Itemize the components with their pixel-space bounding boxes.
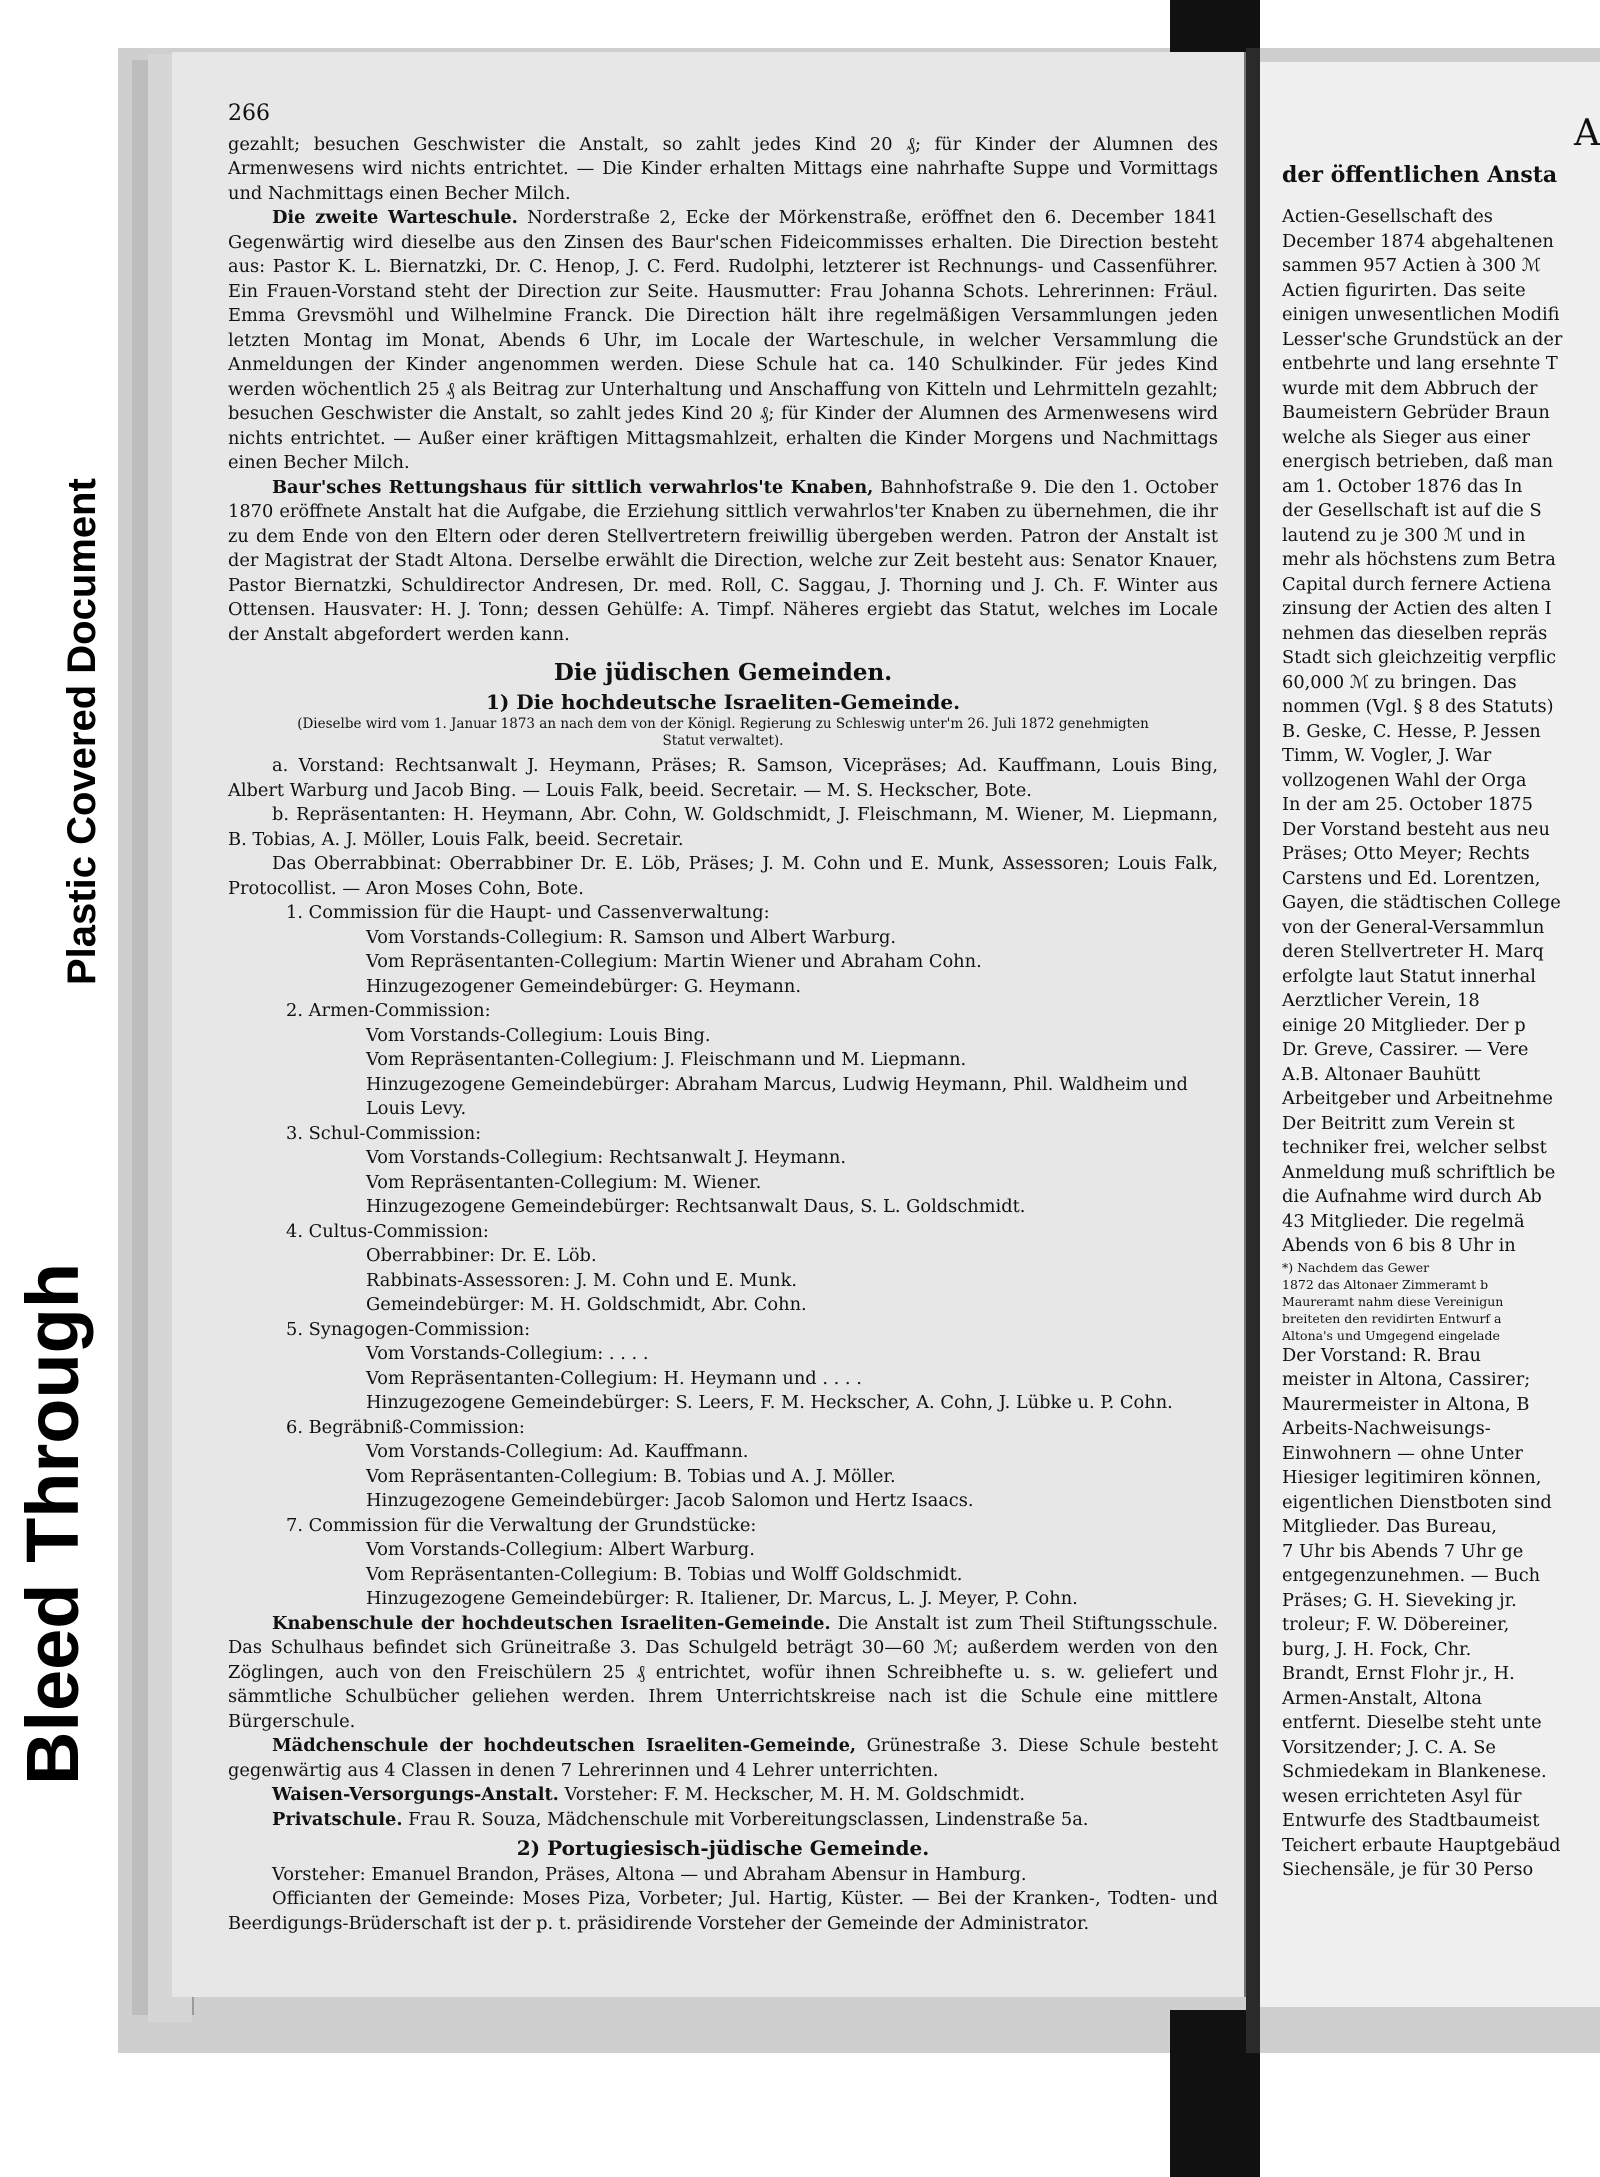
commission-list — [228, 901, 1218, 1612]
knabenschule-paragraph — [228, 1612, 1218, 1735]
bleed-through-label: Bleed Through — [11, 1262, 94, 1785]
commission-member-row: Vom Vorstands-Collegium: Louis Bing. — [366, 1024, 711, 1046]
right-page-line: Altona's und Umgegend eingelade — [1282, 1327, 1500, 1343]
right-page-line: Der Vorstand besteht aus neu — [1282, 818, 1550, 840]
commission-member-row: Vom Repräsentanten-Collegium: M. Wiener. — [366, 1171, 762, 1193]
right-page-line: Stadt sich gleichzeitig verpflic — [1282, 647, 1557, 668]
left-page — [172, 52, 1246, 1997]
right-page-line: energisch betrieben, daß man — [1282, 451, 1554, 472]
commission-member-row: Vom Vorstands-Collegium: . . . . — [366, 1343, 649, 1364]
right-page-line: Dr. Greve, Cassirer. — Vere — [1282, 1039, 1529, 1060]
right-page-line: Schmiedekam in Blankenese. — [1282, 1761, 1547, 1782]
right-page-line: Actien-Gesellschaft des — [1282, 206, 1493, 227]
commission-member-row: Hinzugezogene Gemeindebürger: Rechtsanwalt Daus, S. L. Goldschmidt. — [366, 1196, 1026, 1217]
commission-item — [286, 901, 1218, 999]
right-page-line: entgegenzunehmen. — Buch — [1282, 1565, 1541, 1586]
right-page-line: Der Vorstand: R. Brau — [1282, 1344, 1482, 1366]
commission-member-row: Vom Vorstands-Collegium: Ad. Kauffmann. — [366, 1441, 749, 1462]
right-page-line: Armen-Anstalt, Altona — [1282, 1687, 1482, 1709]
right-page-line: B. Geske, C. Hesse, P. Jessen — [1282, 720, 1541, 742]
right-page-line: am 1. October 1876 das In — [1282, 475, 1523, 497]
warteschule-text: Norderstraße 2, Ecke der Mörkenstraße, eröffnet den 6. December 1841 Gegenwärtig wird dieselbe aus den Zinsen des Baur'schen Fideicommisses erhalten. Die Direction besteht aus: Pastor K. L. Biernatzki, Dr. C. Henop, J. C. Ferd. Rudolphi, letzterer ist Rechnungs- und Cassenführer. Ein Frauen-Vorstand steht der Direction zur Seite. Hausmutter: Frau Johanna Schots. Lehrerinnen: Fräul. Emma Grevsmöhl und Wilhelmine Franck. Die Direction hält ihre regelmäßigen Versammlungen jeden letzten Montag im Monat, Abends 6 Uhr, im Locale der Warteschule, in welcher Versammlung die Anmeldungen der Kinder angenommen werden. Diese Schule hat ca. 140 Schulkinder. Für jedes Kind werden wöchentlich 25 ₰ als Beitrag zur Unterhaltung und Anschaffung von Kitteln und Lehrmitteln gezahlt; besuchen Geschwister die Anstalt, so zahlt jedes Kind 20 ₰; für Kinder der Alumnen des Armenwesens wird nichts entrichtet. — Außer einer kräftigen Mittagsmahlzeit, erhalten die Kinder Morgens und Nachmittags einen Becher Milch. — [228, 207, 1218, 473]
right-page-line: die Aufnahme wird durch Ab — [1282, 1186, 1542, 1207]
commission-item — [286, 999, 1218, 1122]
right-page-line: welche als Sieger aus einer — [1282, 426, 1531, 448]
commission-title: 6. Begräbniß-Commission: — [286, 1416, 525, 1438]
right-page-line: Teichert erbaute Hauptgebäud — [1282, 1834, 1561, 1856]
book-gutter — [1246, 48, 1260, 2053]
right-page-line: breiteten den revidirten Entwurf a — [1282, 1310, 1502, 1326]
commission-item — [286, 1416, 1218, 1514]
right-page-line: mehr als höchstens zum Betra — [1282, 549, 1556, 570]
right-page-line: burg, J. H. Fock, Chr. — [1282, 1638, 1472, 1660]
right-page-line: Entwurfe des Stadtbaumeist — [1282, 1810, 1540, 1831]
commission-member-row: Oberrabbiner: Dr. E. Löb. — [366, 1245, 597, 1266]
maedchenschule-heading: Mädchenschule der hochdeutschen Israeliten-Gemeinde, — [272, 1735, 857, 1756]
right-page-line: Carstens und Ed. Lorentzen, — [1282, 867, 1541, 889]
vorstand-paragraph: a. Vorstand: Rechtsanwalt J. Heymann, Präses; R. Samson, Vicepräses; Ad. Kauffmann, Louis Bing, Albert Warburg und Jacob Bing. — Louis Falk, beeid. Secretair. — M. S. Heckscher, Bote. — [228, 755, 1218, 801]
right-page-line: Anmeldung muß schriftlich be — [1282, 1161, 1556, 1183]
rettungshaus-paragraph — [228, 476, 1218, 648]
statute-note: (Dieselbe wird vom 1. Januar 1873 an nach dem von der Königl. Regierung zu Schleswig unter'm 26. Juli 1872 genehmigten Statut verwaltet). — [297, 716, 1149, 749]
intro-paragraph: gezahlt; besuchen Geschwister die Anstalt, so zahlt jedes Kind 20 ₰; für Kinder der Alumnen des Armenwesens wird nichts entrichtet. — Die Kinder erhalten Mittags eine nahrhafte Suppe und Vormittags und Nachmittags einen Becher Milch. — [228, 133, 1218, 204]
right-page-line: lautend zu je 300 ℳ und in — [1282, 524, 1526, 546]
right-page-line: Maurermeister in Altona, B — [1282, 1393, 1530, 1415]
right-page-line: Arbeits-Nachweisungs- — [1282, 1418, 1491, 1439]
right-page-line: vollzogenen Wahl der Orga — [1282, 769, 1527, 791]
privatschule-paragraph — [228, 1808, 1218, 1833]
right-page-line: erfolgte laut Statut innerhal — [1282, 965, 1536, 987]
subsection-heading-hochdeutsch: 1) Die hochdeutsche Israeliten-Gemeinde. — [485, 689, 961, 714]
commission-member-row: Hinzugezogene Gemeindebürger: R. Italiener, Dr. Marcus, L. J. Meyer, P. Cohn. — [366, 1588, 1078, 1609]
commission-member-row: Vom Repräsentanten-Collegium: B. Tobias und Wolff Goldschmidt. — [366, 1563, 963, 1585]
right-page-line: Arbeitgeber und Arbeitnehme — [1282, 1088, 1553, 1109]
right-page-line: Actien figurirten. Das seite — [1282, 279, 1526, 301]
right-page-text — [1282, 113, 1600, 1883]
right-page-line: eigentlichen Dienstboten sind — [1282, 1491, 1552, 1513]
warteschule-paragraph — [228, 206, 1218, 476]
right-page-line: December 1874 abgehaltenen — [1282, 230, 1554, 252]
right-page — [1260, 62, 1600, 2007]
commission-member-row: Hinzugezogene Gemeindebürger: Jacob Salomon und Hertz Isaacs. — [366, 1490, 974, 1511]
commission-member-row: Hinzugezogene Gemeindebürger: Abraham Marcus, Ludwig Heymann, Phil. Waldheim und Louis Levy. — [366, 1073, 1188, 1119]
commission-item — [286, 1220, 1218, 1318]
right-page-subtitle: der öffentlichen Ansta — [1282, 161, 1558, 188]
commission-title: 3. Schul-Commission: — [286, 1122, 482, 1144]
officianten-paragraph: Officianten der Gemeinde: Moses Piza, Vorbeter; Jul. Hartig, Küster. — Bei der Kranken-, Todten- und Beerdigungs-Brüderschaft ist der p. t. präsidirende Vorsteher der Gemeinde der Administrator. — [228, 1888, 1218, 1934]
right-page-line: *) Nachdem das Gewer — [1282, 1259, 1430, 1275]
commission-member-row: Vom Vorstands-Collegium: Rechtsanwalt J. Heymann. — [366, 1147, 847, 1168]
right-page-title: A — [1574, 113, 1600, 154]
right-page-line: Brandt, Ernst Flohr jr., H. — [1282, 1663, 1515, 1684]
commission-member-row: Vom Vorstands-Collegium: Albert Warburg. — [366, 1539, 755, 1560]
commission-item — [286, 1122, 1218, 1220]
rettungshaus-heading: Baur'sches Rettungshaus für sittlich verwahrlos'te Knaben, — [272, 476, 874, 498]
commission-member-row: Vom Vorstands-Collegium: R. Samson und Albert Warburg. — [366, 926, 897, 948]
right-page-lines — [1282, 205, 1600, 1883]
right-page-line: nehmen das dieselben repräs — [1282, 622, 1548, 644]
right-page-line: Abends von 6 bis 8 Uhr in — [1282, 1235, 1516, 1256]
right-page-line: Capital durch fernere Actiena — [1282, 573, 1552, 595]
plastic-covered-label: Plastic Covered Document — [60, 478, 104, 985]
right-page-line: In der am 25. October 1875 — [1282, 794, 1533, 815]
knabenschule-heading: Knabenschule der hochdeutschen Israeliten-Gemeinde. — [272, 1612, 831, 1634]
right-page-line: Baumeistern Gebrüder Braun — [1282, 402, 1550, 423]
commission-title: 7. Commission für die Verwaltung der Grundstücke: — [286, 1514, 757, 1536]
maedchenschule-text: Grünestraße 3. Diese Schule besteht gegenwärtig aus 4 Classen in denen 7 Lehrerinnen und 4 Lehrer unterrichten. — [228, 1735, 1219, 1781]
right-page-line: Der Beitritt zum Verein st — [1282, 1112, 1515, 1134]
right-page-line: 43 Mitglieder. Die regelmä — [1282, 1210, 1525, 1232]
right-page-line: Maureramt nahm diese Vereinigun — [1282, 1293, 1504, 1309]
right-page-line: Gayen, die städtischen College — [1282, 892, 1561, 913]
right-page-line: wesen errichteten Asyl für — [1282, 1785, 1522, 1807]
commission-member-row: Vom Repräsentanten-Collegium: Martin Wiener und Abraham Cohn. — [366, 951, 982, 972]
right-page-line: Einwohnern — ohne Unter — [1282, 1442, 1523, 1464]
right-page-line: techniker frei, welcher selbst — [1282, 1137, 1547, 1158]
right-page-line: nommen (Vgl. § 8 des Statuts) — [1282, 696, 1554, 717]
right-page-line: Lesser'sche Grundstück an der — [1282, 328, 1563, 350]
privatschule-heading: Privatschule. — [272, 1808, 403, 1830]
right-page-line: Mitglieder. Das Bureau, — [1282, 1516, 1497, 1537]
commission-title: 5. Synagogen-Commission: — [286, 1318, 531, 1340]
commission-title: 1. Commission für die Haupt- und Cassenverwaltung: — [286, 902, 770, 923]
warteschule-heading: Die zweite Warteschule. — [272, 207, 518, 228]
right-page-line: Vorsitzender; J. C. A. Se — [1282, 1736, 1496, 1758]
right-page-line: Präses; Otto Meyer; Rechts — [1282, 843, 1530, 864]
page-number: 266 — [228, 101, 270, 126]
right-page-line: A.B. Altonaer Bauhütt — [1282, 1063, 1481, 1085]
right-page-line: Siechensäle, je für 30 Perso — [1282, 1859, 1534, 1880]
section-heading-juedisch: Die jüdischen Gemeinden. — [553, 659, 893, 686]
right-page-line: 7 Uhr bis Abends 7 Uhr ge — [1282, 1540, 1524, 1562]
right-page-line: Timm, W. Vogler, J. War — [1282, 745, 1492, 766]
right-page-line: zinsung der Actien des alten I — [1282, 598, 1552, 619]
right-page-line: meister in Altona, Cassirer; — [1282, 1369, 1531, 1390]
waisen-paragraph — [228, 1783, 1218, 1808]
right-page-line: Aerztlicher Verein, 18 — [1282, 990, 1480, 1011]
commission-item — [286, 1318, 1218, 1416]
right-page-line: von der General-Versammlun — [1282, 916, 1545, 938]
right-page-line: entbehrte und lang ersehnte T — [1282, 353, 1558, 374]
commission-item — [286, 1514, 1218, 1612]
oberrabbinat-paragraph: Das Oberrabbinat: Oberrabbiner Dr. E. Löb, Präses; J. M. Cohn und E. Munk, Assessoren; Louis Falk, Protocollist. — Aron Moses Cohn, Bote. — [228, 853, 1218, 899]
subsection-heading-portugiesisch: 2) Portugiesisch-jüdische Gemeinde. — [516, 1836, 930, 1860]
annotation-labels — [0, 0, 130, 2177]
knabenschule-text: Die Anstalt ist zum Theil Stiftungsschule. Das Schulhaus befindet sich Grüneitraße 3. Das Schulgeld beträgt 30—60 ℳ; außerdem werden von den Zöglingen, auch von den Freischülern 25 ₰ entrichtet, wofür ihnen Schreibhefte u. s. w. geliefert und sämmtliche Schulbücher geliehen werden. Ihrem Unterrichtskreise nach ist die Schule eine mittlere Bürgerschule. — [228, 1612, 1218, 1732]
right-page-line: der Gesellschaft ist auf die S — [1282, 500, 1542, 521]
maedchenschule-paragraph — [228, 1734, 1218, 1783]
right-page-line: deren Stellvertreter H. Marq — [1282, 941, 1544, 962]
left-page-text — [228, 102, 1218, 1936]
right-page-line: Hiesiger legitimiren können, — [1282, 1467, 1542, 1488]
waisen-heading: Waisen-Versorgungs-Anstalt. — [272, 1784, 559, 1805]
waisen-text: Vorsteher: F. M. Heckscher, M. H. M. Goldschmidt. — [564, 1784, 1025, 1805]
privatschule-text: Frau R. Souza, Mädchenschule mit Vorbereitungsclassen, Lindenstraße 5a. — [408, 1808, 1089, 1830]
right-page-line: einige 20 Mitglieder. Der p — [1282, 1014, 1526, 1036]
commission-member-row: Vom Repräsentanten-Collegium: B. Tobias und A. J. Möller. — [366, 1465, 896, 1487]
commission-member-row: Vom Repräsentanten-Collegium: H. Heymann und . . . . — [366, 1367, 862, 1389]
right-page-line: troleur; F. W. Döbereiner, — [1282, 1614, 1510, 1635]
right-page-line: 1872 das Altonaer Zimmeramt b — [1282, 1276, 1489, 1292]
right-page-line: 60,000 ℳ zu bringen. Das — [1282, 671, 1517, 693]
right-page-line: einigen unwesentlichen Modifi — [1282, 304, 1560, 325]
right-page-line: sammen 957 Actien à 300 ℳ — [1282, 255, 1541, 276]
right-page-line: wurde mit dem Abbruch der — [1282, 377, 1538, 399]
commission-member-row: Hinzugezogener Gemeindebürger: G. Heymann. — [366, 975, 801, 997]
commission-member-row: Rabbinats-Assessoren: J. M. Cohn und E. Munk. — [366, 1269, 798, 1291]
repraesentanten-paragraph: b. Repräsentanten: H. Heymann, Abr. Cohn, W. Goldschmidt, J. Fleischmann, M. Wiener, M. Liepmann, B. Tobias, A. J. Möller, Louis Falk, beeid. Secretair. — [228, 804, 1218, 850]
commission-title: 2. Armen-Commission: — [286, 1000, 491, 1021]
vorsteher-paragraph: Vorsteher: Emanuel Brandon, Präses, Altona — und Abraham Abensur in Hamburg. — [272, 1863, 1027, 1885]
right-page-line: Präses; G. H. Sieveking jr. — [1282, 1589, 1517, 1611]
right-page-line: entfernt. Dieselbe steht unte — [1282, 1712, 1542, 1733]
commission-member-row: Gemeindebürger: M. H. Goldschmidt, Abr. Cohn. — [366, 1294, 807, 1315]
rettungshaus-text: Bahnhofstraße 9. Die den 1. October 1870 eröffnete Anstalt hat die Aufgabe, die Erziehung sittlich verwahrlos'ter Knaben zu übernehmen, die ihr zu dem Ende von den Eltern oder deren Stellvertretern freiwillig übergeben werden. Patron der Anstalt ist der Magistrat der Stadt Altona. Derselbe erwählt die Direction, welche zur Zeit besteht aus: Senator Knauer, Pastor Biernatzki, Schuldirector Andresen, Dr. med. Roll, C. Saggau, J. Thorning und J. Ch. F. Winter aus Ottensen. Hausvater: H. J. Tonn; dessen Gehülfe: A. Timpf. Näheres ergiebt das Statut, welches im Locale der Anstalt abgefordert werden kann. — [228, 476, 1219, 645]
commission-title: 4. Cultus-Commission: — [286, 1220, 489, 1242]
commission-member-row: Hinzugezogene Gemeindebürger: S. Leers, F. M. Heckscher, A. Cohn, J. Lübke u. P. Cohn. — [366, 1392, 1173, 1413]
commission-member-row: Vom Repräsentanten-Collegium: J. Fleischmann und M. Liepmann. — [366, 1049, 967, 1070]
